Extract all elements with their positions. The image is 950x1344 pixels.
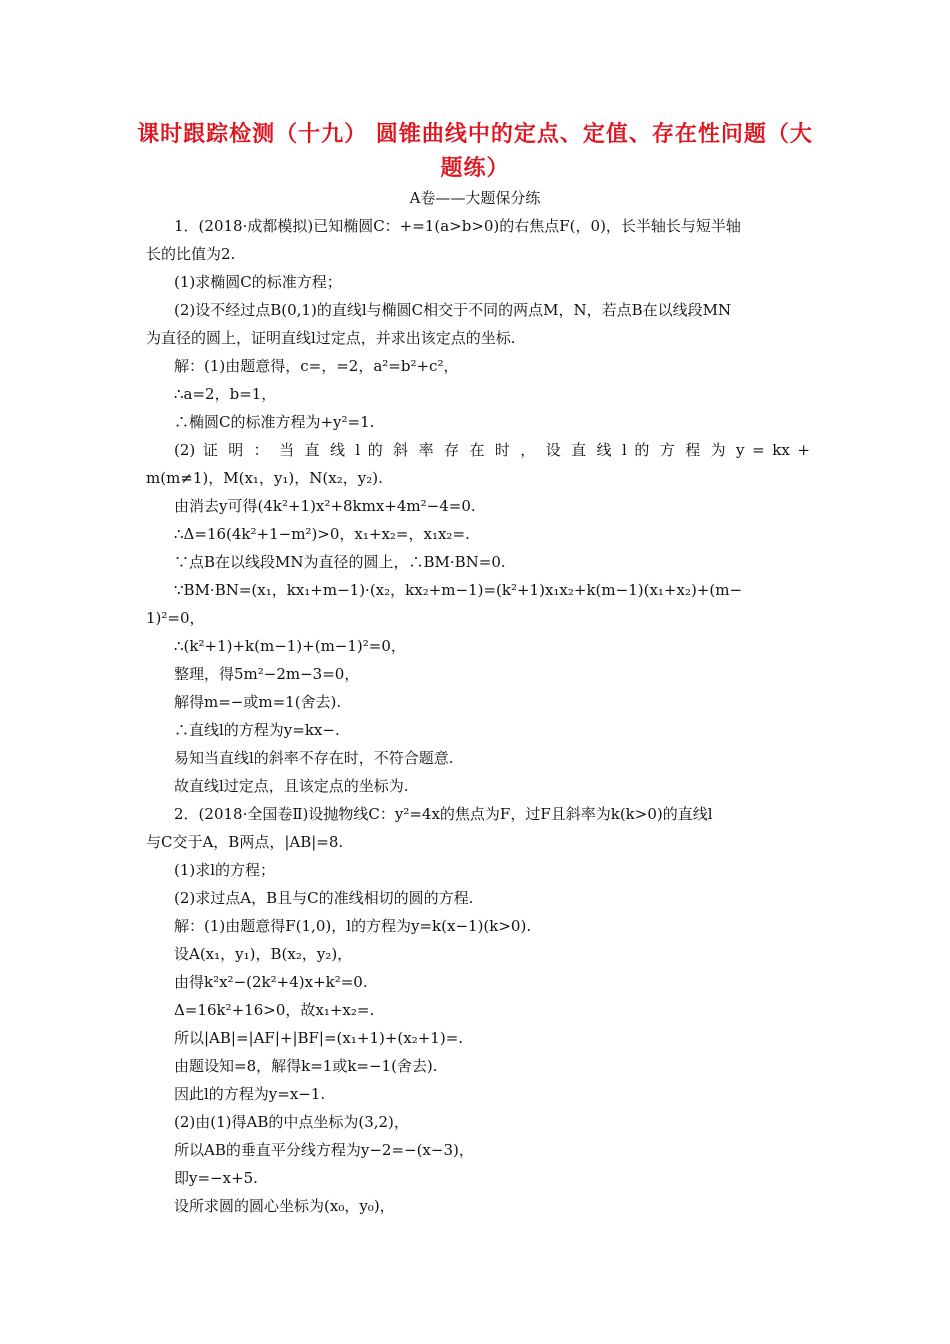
text-line: 因此l的方程为y=x−1. [174,1085,326,1103]
document-title [130,118,820,186]
text-line: 1．(2018·成都模拟)已知椭圆C：+=1(a>b>0)的右焦点F(，0)，长半轴长与短半轴 [174,217,741,235]
text-line: 设A(x₁，y₁)，B(x₂，y₂)， [174,945,353,963]
text-line: (1)求l的方程； [174,861,276,879]
text-line: ∴a=2，b=1， [174,385,277,403]
title-line-2: 题练） [440,156,510,181]
text-line: 1)²=0， [146,609,205,627]
text-line: ∴Δ=16(4k²+1−m²)>0，x₁+x₂=，x₁x₂=. [174,525,470,543]
text-line: 整理，得5m²−2m−3=0， [174,665,360,683]
text-line: 所以AB的垂直平分线方程为y−2=−(x−3)， [174,1141,474,1159]
text-line: (2) 证 明 ： 当 直 线 l 的 斜 率 存 在 时 ， 设 直 线 l 的 方 程 为 y = kx + [174,441,810,459]
document-body [146,212,810,1220]
text-line: ∴(k²+1)+k(m−1)+(m−1)²=0， [174,637,406,655]
text-line: Δ=16k²+16>0，故x₁+x₂=. [174,1001,375,1019]
text-line: 由题设知=8，解得k=1或k=−1(舍去). [174,1057,438,1075]
text-line: 解：(1)由题意得F(1,0)，l的方程为y=k(x−1)(k>0). [174,917,532,935]
text-line: ∴椭圆C的标准方程为+y²=1. [174,413,375,431]
text-line: 长的比值为2. [146,245,236,263]
text-line: 由消去y可得(4k²+1)x²+8kmx+4m²−4=0. [174,497,476,515]
text-line: 设所求圆的圆心坐标为(x₀，y₀)， [174,1197,395,1215]
text-line: 解：(1)由题意得，c=，=2，a²=b²+c²， [174,357,459,375]
text-line: (2)求过点A，B且与C的准线相切的圆的方程. [174,889,474,907]
text-line: 2．(2018·全国卷Ⅱ)设抛物线C：y²=4x的焦点为F，过F且斜率为k(k>0)的直线l [174,805,713,823]
text-line: m(m≠1)，M(x₁，y₁)，N(x₂，y₂). [146,469,383,487]
section-subtitle: A卷——大题保分练 [409,189,541,207]
text-line: 所以|AB|=|AF|+|BF|=(x₁+1)+(x₂+1)=. [174,1029,464,1047]
text-line: ∵BM·BN=(x₁，kx₁+m−1)·(x₂，kx₂+m−1)=(k²+1)x₁x₂+k(m−1)(x₁+x₂)+(m− [174,581,743,599]
text-line: 解得m=−或m=1(舍去). [174,693,342,711]
text-line: 即y=−x+5. [174,1169,258,1187]
text-line: ∵点B在以线段MN为直径的圆上，∴BM·BN=0. [174,553,506,571]
text-line: 由得k²x²−(2k²+4)x+k²=0. [174,973,368,991]
text-line: 与C交于A，B两点，|AB|=8. [146,833,344,851]
text-line: 为直径的圆上，证明直线l过定点，并求出该定点的坐标. [146,329,516,347]
text-line: (1)求椭圆C的标准方程； [174,273,342,291]
text-line: ∴直线l的方程为y=kx−. [174,721,340,739]
text-line: 易知当直线l的斜率不存在时，不符合题意. [174,749,454,767]
title-line-1: 课时跟踪检测（十九） 圆锥曲线中的定点、定值、存在性问题（大 [137,122,813,147]
text-line: (2)由(1)得AB的中点坐标为(3,2)， [174,1113,409,1131]
text-line: (2)设不经过点B(0,1)的直线l与椭圆C相交于不同的两点M，N，若点B在以线段MN [174,301,732,319]
text-line: 故直线l过定点，且该定点的坐标为. [174,777,409,795]
